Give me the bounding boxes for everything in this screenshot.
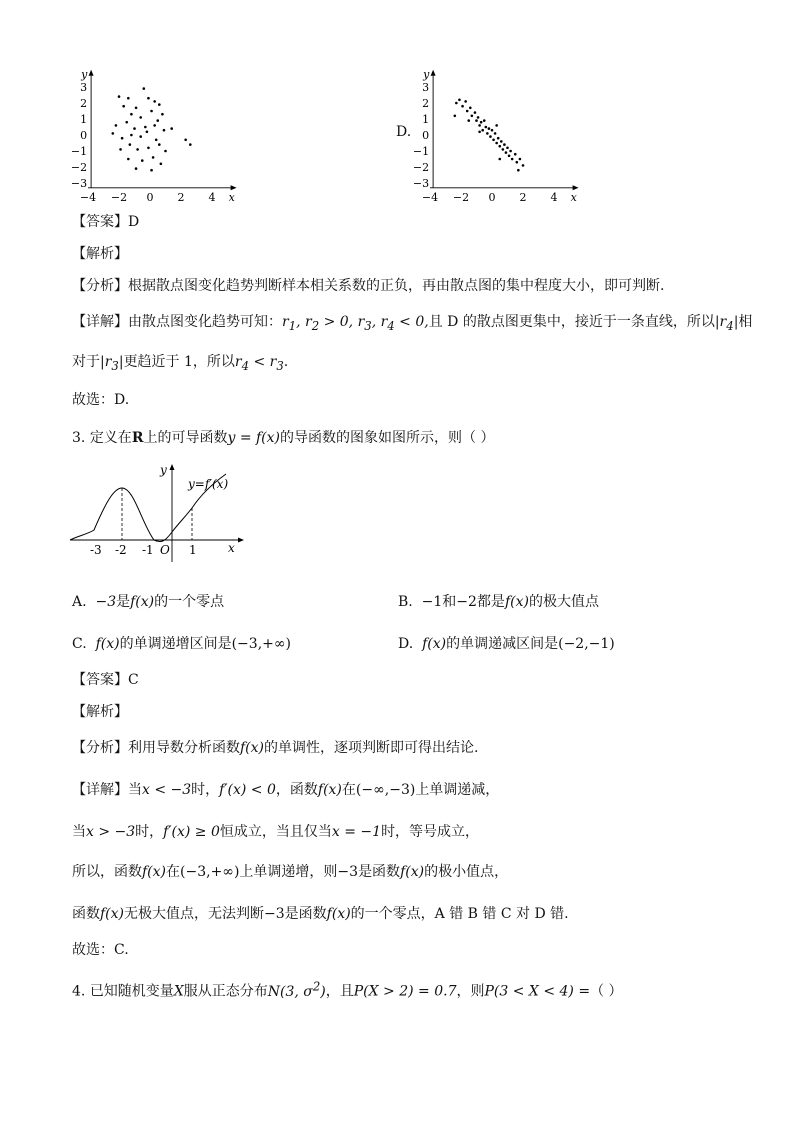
scatter-d-point (469, 107, 472, 110)
formula-abs-r3: $|r_3|$ (100, 354, 124, 373)
scatter-c-point (122, 105, 125, 108)
scatter-plot-d (412, 60, 582, 205)
tick-label-1: 1 (189, 543, 197, 557)
q2-jiexi: 【解析】 (72, 246, 128, 262)
scatter-d-point (488, 127, 491, 130)
scatter-c-point (143, 87, 146, 90)
scatter-c-point (150, 169, 153, 172)
q4-a: 已知随机变量 (89, 983, 174, 1000)
scatter-c-xtick-label: 2 (177, 190, 185, 204)
scatter-d-ytick-label: 3 (422, 81, 430, 94)
scatter-d-point (461, 105, 464, 108)
scatter-d-point (467, 119, 470, 122)
scatter-c-point (156, 119, 159, 122)
formula-minus2: −2 (456, 594, 477, 610)
scatter-d-point (498, 145, 501, 148)
formula-minus3: −3 (95, 594, 117, 610)
scatter-c-point (160, 163, 163, 166)
scatter-c-point (115, 124, 118, 127)
q3-l2-a: 当 (72, 824, 86, 840)
option-a-text: 是 (116, 594, 131, 610)
q3-xiangjie-line2 (72, 822, 479, 842)
scatter-d-ytick-label: −3 (412, 177, 430, 190)
q3-l4-b: 无极大值点，无法判断 (124, 906, 265, 922)
scatter-c-xtick-label: −4 (79, 190, 97, 204)
formula-r4-lt-r3: $r_4 < r_3$ (234, 354, 284, 373)
q3-l1-d: 在 (341, 782, 356, 798)
scatter-c-ytick-label: 2 (80, 97, 88, 110)
scatter-c-ytick-label: −3 (70, 177, 88, 190)
scatter-d-ytick-label: 1 (422, 113, 430, 126)
scatter-c-point (164, 150, 167, 153)
formula-fx: f(x) (422, 636, 447, 652)
scatter-plot-c (70, 60, 240, 205)
formula-fx: f(x) (504, 594, 529, 610)
formula-x-eq-minus1: x = −1 (331, 824, 382, 840)
q3-l3-e: 的极小值点， (424, 864, 509, 880)
scatter-d-point (475, 119, 478, 122)
scatter-d-point (495, 142, 498, 145)
formula-interval-pos: (−3,+∞) (180, 864, 240, 880)
scatter-d-xtick-label: −2 (452, 190, 470, 204)
scatter-c-y-label: y (81, 67, 88, 81)
scatter-d-point (455, 102, 458, 105)
scatter-d-point (508, 155, 511, 158)
scatter-d-y-label: y (423, 67, 430, 81)
scatter-d-point (492, 139, 495, 142)
q3-stem-b: 上的可导函数 (143, 430, 228, 446)
formula-fx: f(x) (326, 906, 351, 922)
scatter-d-point (454, 115, 457, 118)
scatter-c-point (127, 158, 130, 161)
formula-interval-c: (−3,+∞) (231, 636, 291, 652)
q3-stem-a: 定义在 (89, 430, 132, 446)
scatter-c-point (125, 121, 128, 124)
q2-xiangjie-line2: 对于$|r_3|$更趋近于 1，所以$r_4 < r_3$. (72, 354, 289, 373)
formula-p-gt2: P(X > 2) = 0.7 (353, 983, 457, 1000)
y-axis-arrow (170, 464, 175, 470)
scatter-c-point (153, 100, 156, 103)
scatter-c-point (121, 137, 124, 140)
q3-l3-c: 上单调递增，则 (239, 864, 338, 880)
origin-label: O (160, 543, 170, 557)
scatter-c-point (127, 97, 130, 100)
scatter-c-point (158, 103, 161, 106)
scatter-c-point (146, 131, 149, 134)
scatter-d-point (494, 132, 497, 135)
y-axis-label: y (160, 463, 167, 477)
option-d[interactable] (398, 634, 615, 654)
q3-fenxi-a: 利用导数分析函数 (128, 740, 240, 756)
scatter-c-ytick-label: 0 (80, 129, 88, 142)
formula-x-lt-minus3: x < −3 (142, 782, 192, 798)
scatter-d-point (516, 161, 519, 164)
scatter-d-xtick-label: 0 (488, 190, 496, 204)
scatter-c-point (161, 113, 164, 116)
formula-fx: f(x) (100, 906, 125, 922)
formula-r-signs: $r_1$, $r_2 > 0$, $r_3$, $r_4 < 0$, (282, 314, 429, 333)
q2-xiangjie-c: 相 (738, 314, 753, 330)
q2-xiangjie-line1 (72, 312, 752, 336)
q3-l4-d: 的一个零点，A 错 B 错 C 对 D 错. (350, 906, 569, 922)
x-axis-label: x (228, 541, 235, 555)
q4-c: ，且 (325, 983, 354, 1000)
scatter-c-point (112, 132, 115, 135)
q4-d: ，则 (456, 983, 485, 1000)
q3-l3-b: 在 (166, 864, 181, 880)
formula-interval-neg: (−∞,−3) (355, 782, 416, 798)
scatter-d-point (474, 111, 477, 114)
q2-xiangjie-e: 更趋近于 1，所以 (123, 354, 235, 370)
scatter-d-point (502, 148, 505, 151)
scatter-c-point (118, 95, 121, 98)
scatter-d-ytick-label: 0 (422, 129, 430, 142)
scatter-c-point (135, 107, 138, 110)
q3-xiangjie-tag: 【详解】 (72, 782, 128, 798)
q3-stem-R: R (131, 430, 144, 446)
scatter-c-point (184, 139, 187, 142)
formula-fx: f(x) (317, 782, 342, 798)
scatter-d-point (509, 150, 512, 153)
q2-answer: 【答案】D (72, 214, 140, 230)
q3-guxuan: 故选：C. (72, 942, 129, 958)
q3-l1-a: 当 (128, 782, 142, 798)
scatter-d-x-label: x (570, 190, 577, 204)
scatter-c-xtick-label: 4 (208, 190, 216, 204)
option-c[interactable] (72, 634, 291, 654)
scatter-c-point (135, 167, 138, 170)
scatter-d-point (519, 158, 522, 161)
scatter-c-point (155, 139, 158, 142)
q3-l1-e: 上单调递减， (415, 782, 500, 798)
q4-e: （ ） (590, 983, 623, 1000)
q3-l1-c: ，函数 (275, 782, 318, 798)
scatter-c-point (139, 135, 142, 138)
scatter-d-point (471, 115, 474, 118)
scatter-c-point (130, 113, 133, 116)
formula-interval-d: (−2,−1) (558, 636, 615, 652)
q3-fenxi (72, 738, 478, 758)
q3-xiangjie-line4 (72, 904, 569, 924)
scatter-c-ytick-label: 3 (80, 81, 88, 94)
scatter-d-point (478, 124, 481, 127)
scatter-d-point (505, 151, 508, 154)
scatter-d-point (485, 126, 488, 129)
scatter-d-point (497, 137, 500, 140)
curve-label: y=f′(x) (188, 477, 229, 491)
formula-normal: N(3, $\sigma^2$) (267, 979, 326, 1000)
scatter-c-xtick-label: −2 (110, 190, 128, 204)
option-b-text: 和 (442, 594, 457, 610)
scatter-c-point (133, 127, 136, 130)
scatter-c-point (147, 97, 150, 100)
scatter-c-point (153, 124, 156, 127)
q3-fenxi-b: 的单调性，逐项判断即可得出结论. (264, 740, 479, 756)
option-b[interactable] (398, 592, 599, 612)
scatter-c-point (129, 143, 132, 146)
q3-l3-d: 是函数 (358, 864, 401, 880)
scatter-c-point (158, 143, 161, 146)
derivative-graph (68, 462, 248, 564)
scatter-d-point (466, 110, 469, 113)
scatter-d-point (458, 99, 461, 102)
scatter-d-ytick-label: −2 (412, 161, 430, 174)
tick-label-minus1: -1 (142, 543, 154, 557)
q2-fenxi (72, 276, 664, 296)
scatter-d-point (478, 131, 481, 134)
scatter-c-point (139, 116, 142, 119)
formula-fx: f(x) (240, 740, 265, 756)
q3-l2-d: 时，等号成立， (381, 824, 480, 840)
scatter-c-point (150, 110, 153, 113)
option-c-label: C. (72, 636, 87, 652)
q3-xiangjie-line3 (72, 862, 508, 882)
scatter-d-point (514, 153, 517, 156)
formula-X: X (173, 983, 184, 1000)
option-d-text: 的单调递减区间是 (446, 636, 559, 652)
scatter-d-xtick-label: −4 (421, 190, 439, 204)
q3-l1-b: 时， (191, 782, 220, 798)
scatter-d-point (506, 147, 509, 150)
q3-l4-c: 是函数 (284, 906, 327, 922)
formula-fx: f(x) (400, 864, 425, 880)
scatter-d-point (491, 129, 494, 132)
q3-l4-a: 函数 (72, 906, 100, 922)
formula-minus3: −3 (264, 906, 285, 922)
scatter-d-point (517, 169, 520, 172)
scatter-d-xtick-label: 4 (550, 190, 558, 204)
q2-fenxi-text: 根据散点图变化趋势判断样本相关系数的正负，再由散点图的集中程度大小，即可判断. (128, 278, 665, 294)
scatter-d-point (477, 116, 480, 119)
q4-b: 服从正态分布 (183, 983, 268, 1000)
q3-stem-c: 的导函数的图象如图所示，则（ ） (280, 430, 495, 446)
scatter-d-point (483, 119, 486, 122)
scatter-c-y-arrow (89, 70, 94, 76)
formula-fprime-lt-0: f′(x) < 0 (219, 782, 276, 798)
scatter-d-ytick-label: 2 (422, 97, 430, 110)
scatter-d-point (503, 143, 506, 146)
scatter-c-point (147, 147, 150, 150)
option-d-label: D. (398, 636, 414, 652)
scatter-c-xtick-label: 0 (146, 190, 154, 204)
formula-x-gt-minus3: x > −3 (86, 824, 136, 840)
q3-l3-a: 所以，函数 (72, 864, 142, 880)
option-b-text2: 都是 (476, 594, 505, 610)
q3-number: 3. (72, 430, 86, 446)
option-b-text3: 的极大值点 (528, 594, 599, 610)
scatter-d-y-arrow (431, 70, 436, 76)
scatter-d-point (500, 140, 503, 143)
formula-minus1: −1 (421, 594, 443, 610)
q2-xiangjie-d: 对于 (72, 354, 100, 370)
scatter-c-point (144, 126, 147, 129)
q3-stem (72, 428, 494, 448)
q4-stem (72, 976, 623, 1002)
x-axis-arrow (238, 538, 244, 543)
option-a-label: A. (72, 594, 87, 610)
tick-label-minus2: -2 (115, 543, 127, 557)
q3-jiexi: 【解析】 (72, 704, 128, 720)
scatter-c-point (141, 159, 144, 162)
q2-xiangjie-a: 由散点图变化趋势可知： (128, 314, 282, 330)
tick-label-minus3: -3 (90, 543, 102, 557)
scatter-d-point (480, 121, 483, 124)
scatter-d-point (522, 164, 525, 167)
scatter-d-point (511, 158, 514, 161)
formula-p-between: P(3 < X < 4) = (484, 983, 591, 1000)
scatter-d-ytick-label: −1 (412, 145, 430, 158)
formula-abs-r4: $|r_4|$ (714, 314, 739, 333)
scatter-c-point (189, 143, 192, 146)
scatter-d-point (464, 100, 467, 103)
q2-xiangjie-tag: 【详解】 (72, 314, 128, 330)
option-d-label: D. (396, 124, 412, 140)
scatter-c-point (170, 127, 173, 130)
scatter-d-x-arrow (573, 185, 579, 190)
scatter-d-point (481, 129, 484, 132)
q3-l2-c: 恒成立，当且仅当 (219, 824, 332, 840)
scatter-c-point (152, 156, 155, 159)
option-b-label: B. (398, 594, 413, 610)
scatter-c-point (163, 129, 166, 132)
scatter-c-point (136, 148, 139, 151)
q3-answer: 【答案】C (72, 672, 139, 688)
formula-fx: f(x) (130, 594, 155, 610)
option-a[interactable] (72, 592, 224, 612)
scatter-d-point (498, 158, 501, 161)
scatter-d-point (489, 135, 492, 138)
formula-fx: f(x) (142, 864, 167, 880)
scatter-c-ytick-label: 1 (80, 113, 88, 126)
scatter-c-x-label: x (228, 190, 235, 204)
q3-l2-b: 时， (135, 824, 164, 840)
q4-number: 4. (72, 983, 86, 1000)
scatter-c-point (119, 148, 122, 151)
option-a-text2: 的一个零点 (154, 594, 225, 610)
formula-fprime-ge-0: f′(x) ≥ 0 (163, 824, 220, 840)
scatter-d-xtick-label: 2 (519, 190, 527, 204)
option-c-text: 的单调递增区间是 (119, 636, 232, 652)
formula-minus3: −3 (337, 864, 359, 880)
scatter-d-point (486, 132, 489, 135)
q2-fenxi-tag: 【分析】 (72, 278, 128, 294)
q2-guxuan: 故选：D. (72, 392, 130, 408)
scatter-d-point (495, 124, 498, 127)
scatter-c-ytick-label: −1 (70, 145, 88, 158)
scatter-c-ytick-label: −2 (70, 161, 88, 174)
formula-y-fx: y = f(x) (227, 430, 280, 446)
q3-xiangjie-line1 (72, 780, 499, 800)
scatter-c-x-arrow (231, 185, 237, 190)
formula-fx: f(x) (95, 636, 120, 652)
q3-fenxi-tag: 【分析】 (72, 740, 128, 756)
scatter-c-point (130, 134, 133, 137)
q2-xiangjie-b: 且 D 的散点图更集中，接近于一条直线，所以 (428, 314, 715, 330)
